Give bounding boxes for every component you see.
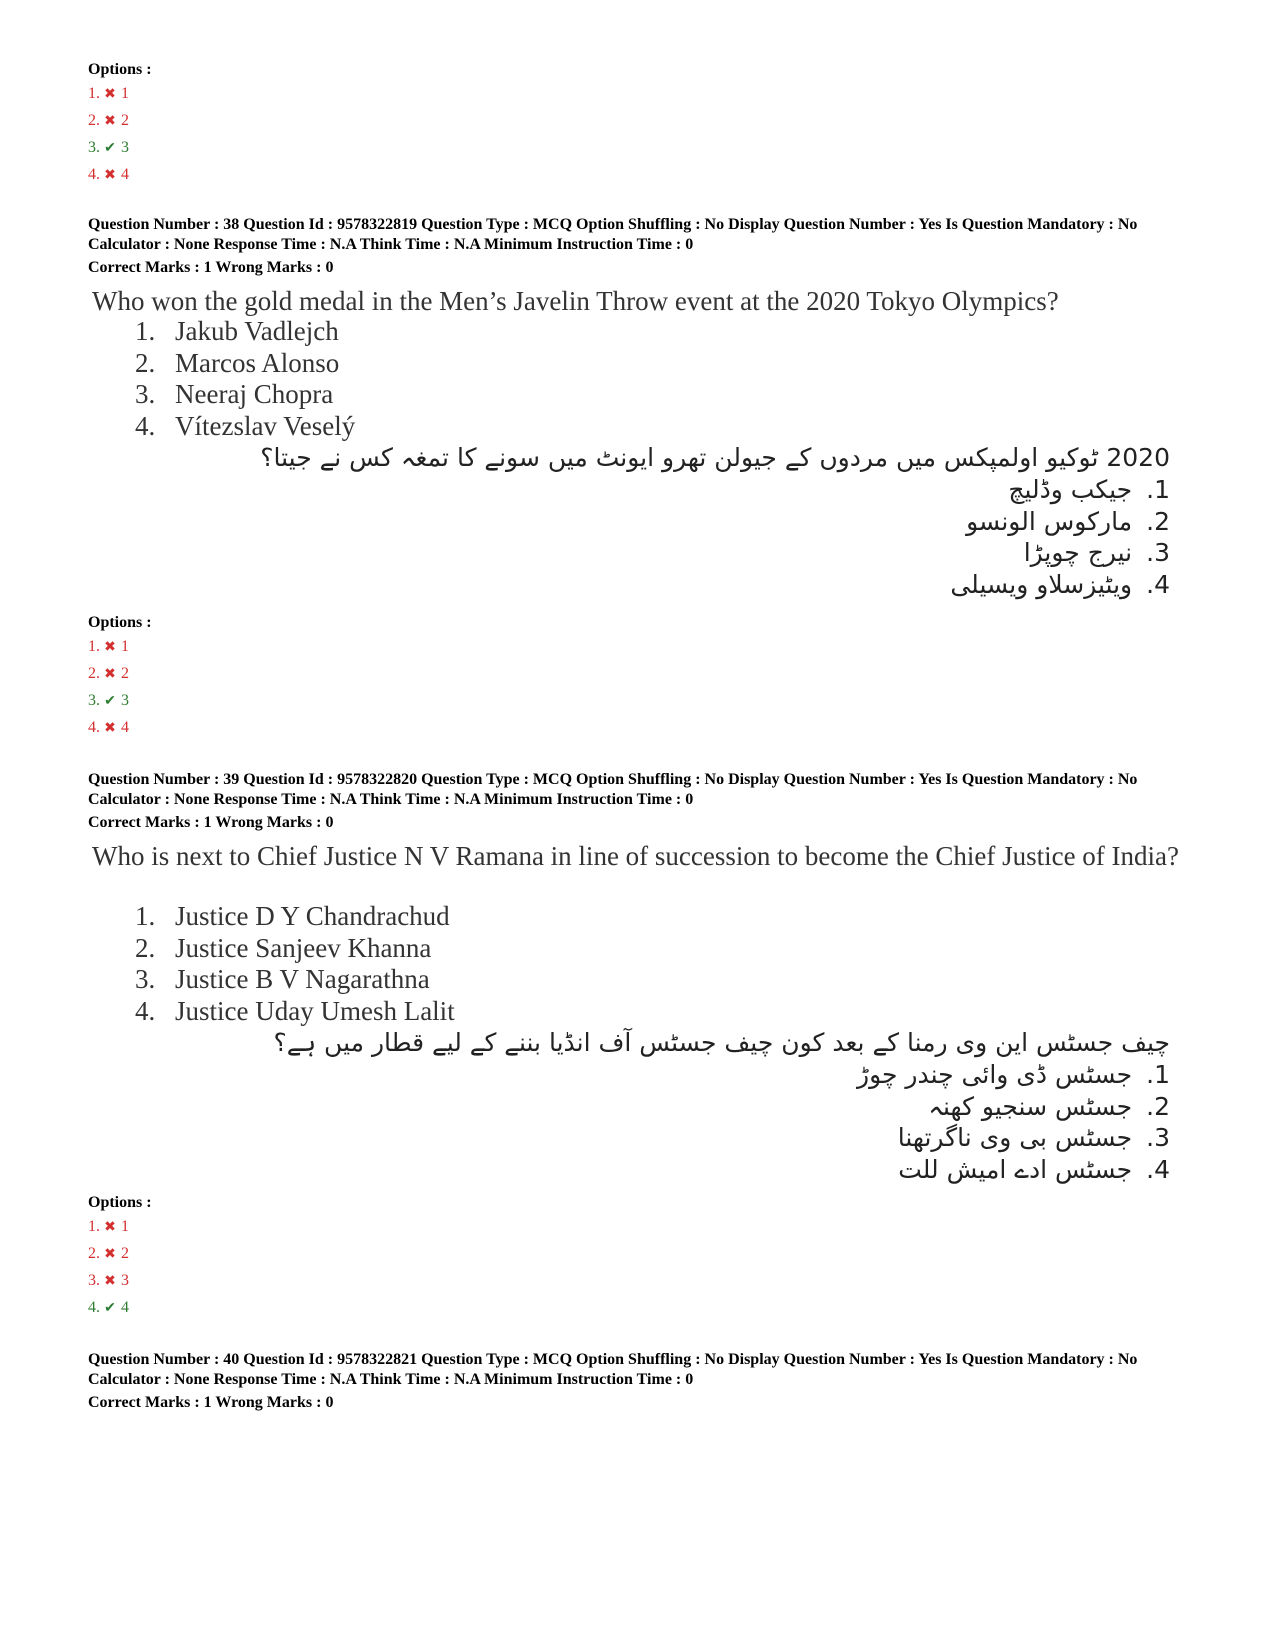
cross-icon: ✖	[104, 114, 116, 129]
options-list	[88, 633, 129, 741]
choice-ur	[1024, 538, 1170, 567]
option-row	[88, 161, 129, 188]
option-row	[88, 1240, 129, 1267]
question-text-en: Who won the gold medal in the Men’s Javelin Throw event at the 2020 Tokyo Olympics?	[92, 286, 1059, 316]
choice-number: 4.	[1146, 1154, 1170, 1184]
choice-number: 1.	[135, 901, 156, 931]
option-row	[88, 1213, 129, 1240]
choice-ur	[1008, 475, 1170, 504]
choice-number: 1.	[135, 316, 156, 346]
cross-icon: ✖	[104, 721, 116, 736]
cross-icon: ✖	[104, 640, 116, 655]
option-value: 2	[121, 112, 129, 129]
cross-icon: ✖	[104, 168, 116, 183]
option-number: 4.	[88, 719, 100, 736]
option-value: 3	[121, 139, 129, 156]
options-list	[88, 80, 129, 188]
option-number: 3.	[88, 1272, 100, 1289]
choice-ur	[950, 570, 1170, 599]
choice-text: جیکب وڈلیچ	[1008, 475, 1133, 504]
choice-ur	[898, 1123, 1170, 1152]
option-value: 3	[121, 1272, 129, 1289]
option-row	[88, 1267, 129, 1294]
question-text-en: Who is next to Chief Justice N V Ramana in line of succession to become the Chief Justice of India?	[92, 841, 1180, 871]
choice-en	[135, 964, 430, 995]
options-label: Options :	[88, 614, 152, 631]
option-value: 2	[121, 665, 129, 682]
choice-text: جسٹس بی وی ناگرتھنا	[897, 1123, 1133, 1152]
choice-number: 1.	[1146, 475, 1170, 504]
option-value: 2	[121, 1245, 129, 1262]
question-marks: Correct Marks : 1 Wrong Marks : 0	[88, 814, 334, 831]
options-label: Options :	[88, 61, 152, 78]
option-value: 1	[121, 1218, 129, 1235]
cross-icon: ✖	[104, 1274, 116, 1289]
choice-ur	[857, 1060, 1170, 1089]
option-value: 1	[121, 638, 129, 655]
choice-text: مارکوس الونسو	[966, 506, 1133, 536]
option-number: 1.	[88, 85, 100, 102]
choice-en	[135, 379, 333, 410]
choice-text: جسٹس ادے امیش للت	[898, 1154, 1133, 1184]
choice-text: Justice Sanjeev Khanna	[175, 932, 432, 963]
choice-number: 4.	[135, 995, 156, 1026]
cross-icon: ✖	[104, 667, 116, 682]
choice-number: 3.	[1146, 538, 1170, 567]
option-row	[88, 687, 129, 714]
choice-number: 2.	[135, 932, 156, 963]
choice-en	[135, 901, 450, 932]
option-number: 4.	[88, 166, 100, 183]
choice-en	[135, 933, 431, 964]
option-value: 3	[121, 692, 129, 709]
choice-number: 3.	[135, 964, 156, 994]
option-row	[88, 660, 129, 687]
choice-en	[135, 348, 339, 379]
question-meta: Question Number : 40 Question Id : 9578322821 Question Type : MCQ Option Shuffling : No Display Question Number : Yes Is Question Mandatory : No Calculator : None Response Time : N.A Think Time : N.A Minimum Instruction Time : 0	[88, 1351, 1138, 1388]
option-value: 1	[121, 85, 129, 102]
choice-number: 2.	[1146, 1091, 1170, 1121]
question-text-ur: 2020 ٹوکیو اولمپکس میں مردوں کے جیولن تھرو ایونٹ میں سونے کا تمغہ کس نے جیتا؟	[260, 443, 1170, 472]
choice-number: 4.	[1146, 569, 1170, 599]
option-number: 4.	[88, 1299, 100, 1316]
choice-text: Justice B V Nagarathna	[175, 964, 430, 994]
question-meta: Question Number : 38 Question Id : 9578322819 Question Type : MCQ Option Shuffling : No Display Question Number : Yes Is Question Mandatory : No Calculator : None Response Time : N.A Think Time : N.A Minimum Instruction Time : 0	[88, 216, 1138, 253]
option-row	[88, 633, 129, 660]
choice-text: نیرج چوپڑا	[1023, 538, 1133, 567]
choice-text: جسٹس سنجیو کھنہ	[928, 1091, 1133, 1121]
options-label: Options :	[88, 1194, 152, 1211]
choice-number: 1.	[1146, 1060, 1170, 1089]
choice-text: جسٹس ڈی وائی چندر چوڑ	[857, 1060, 1133, 1089]
cross-icon: ✖	[104, 1247, 116, 1262]
choice-text: Justice D Y Chandrachud	[175, 901, 450, 931]
option-value: 4	[121, 719, 129, 736]
option-row	[88, 134, 129, 161]
choice-number: 2.	[135, 347, 156, 378]
option-value: 4	[121, 1299, 129, 1316]
choice-number: 2.	[1146, 506, 1170, 536]
option-row	[88, 80, 129, 107]
check-icon: ✔	[104, 694, 116, 709]
choice-text: Neeraj Chopra	[175, 379, 334, 409]
option-number: 2.	[88, 112, 100, 129]
question-marks: Correct Marks : 1 Wrong Marks : 0	[88, 259, 334, 276]
choice-ur	[966, 507, 1170, 536]
choice-en	[135, 996, 455, 1027]
choice-number: 3.	[135, 379, 156, 409]
question-meta: Question Number : 39 Question Id : 9578322820 Question Type : MCQ Option Shuffling : No Display Question Number : Yes Is Question Mandatory : No Calculator : None Response Time : N.A Think Time : N.A Minimum Instruction Time : 0	[88, 771, 1138, 808]
option-value: 4	[121, 166, 129, 183]
choice-number: 3.	[1146, 1123, 1170, 1152]
choice-text: Marcos Alonso	[175, 347, 340, 378]
choice-ur	[928, 1092, 1170, 1121]
option-number: 1.	[88, 638, 100, 655]
choice-en	[135, 411, 355, 442]
check-icon: ✔	[104, 141, 116, 156]
choice-text: Justice Uday Umesh Lalit	[175, 995, 455, 1026]
choice-ur	[898, 1155, 1170, 1184]
option-number: 3.	[88, 692, 100, 709]
cross-icon: ✖	[104, 1220, 116, 1235]
option-number: 1.	[88, 1218, 100, 1235]
option-row	[88, 714, 129, 741]
question-marks: Correct Marks : 1 Wrong Marks : 0	[88, 1394, 334, 1411]
choice-text: ویٹیزسلاو ویسیلی	[950, 569, 1133, 599]
question-text-ur: چیف جسٹس این وی رمنا کے بعد کون چیف جسٹس آف انڈیا بننے کے لیے قطار میں ہے؟	[273, 1028, 1170, 1057]
choice-text: Jakub Vadlejch	[175, 316, 339, 346]
choice-en	[135, 316, 339, 347]
choice-number: 4.	[135, 410, 156, 441]
cross-icon: ✖	[104, 87, 116, 102]
options-list	[88, 1213, 129, 1321]
option-number: 2.	[88, 1245, 100, 1262]
option-number: 2.	[88, 665, 100, 682]
check-icon: ✔	[104, 1301, 116, 1316]
option-number: 3.	[88, 139, 100, 156]
option-row	[88, 107, 129, 134]
option-row	[88, 1294, 129, 1321]
choice-text: Vítezslav Veselý	[175, 410, 356, 441]
